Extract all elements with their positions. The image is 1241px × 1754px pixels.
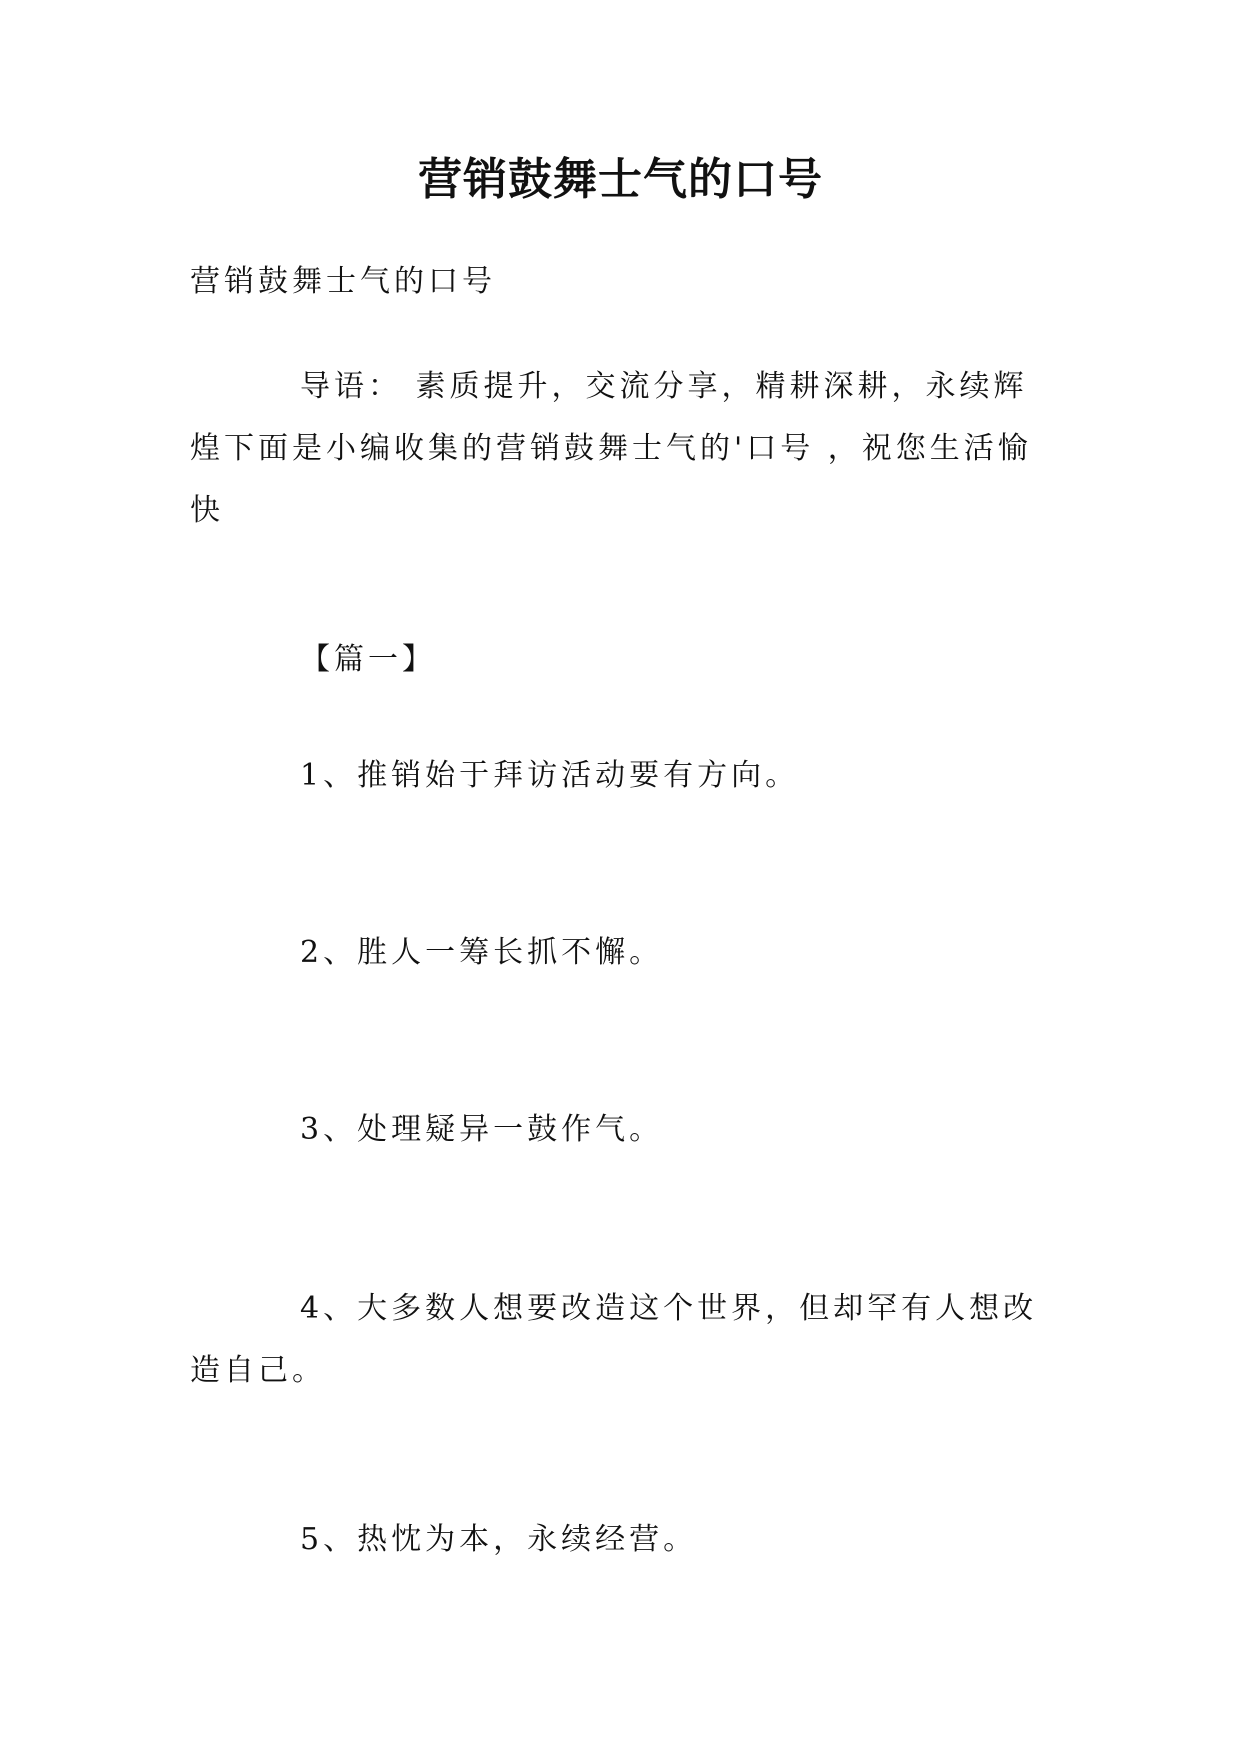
- section-heading: 【篇一】: [300, 642, 436, 677]
- list-item: 2、胜人一筹长抓不懈。: [300, 935, 664, 970]
- document-title: 营销鼓舞士气的口号: [418, 154, 823, 205]
- list-item: 1、推销始于拜访活动要有方向。: [300, 758, 800, 793]
- document-subtitle: 营销鼓舞士气的口号: [190, 264, 496, 299]
- list-item: 3、处理疑异一鼓作气。: [300, 1112, 664, 1147]
- list-item: 5、热忱为本，永续经营。: [300, 1522, 698, 1557]
- intro-paragraph: 导语： 素质提升，交流分享，精耕深耕，永续辉煌下面是小编收集的营销鼓舞士气的'口号 ，祝您生活愉快: [190, 369, 1032, 528]
- list-item: 4、大多数人想要改造这个世界，但却罕有人想改造自己。: [190, 1291, 1038, 1388]
